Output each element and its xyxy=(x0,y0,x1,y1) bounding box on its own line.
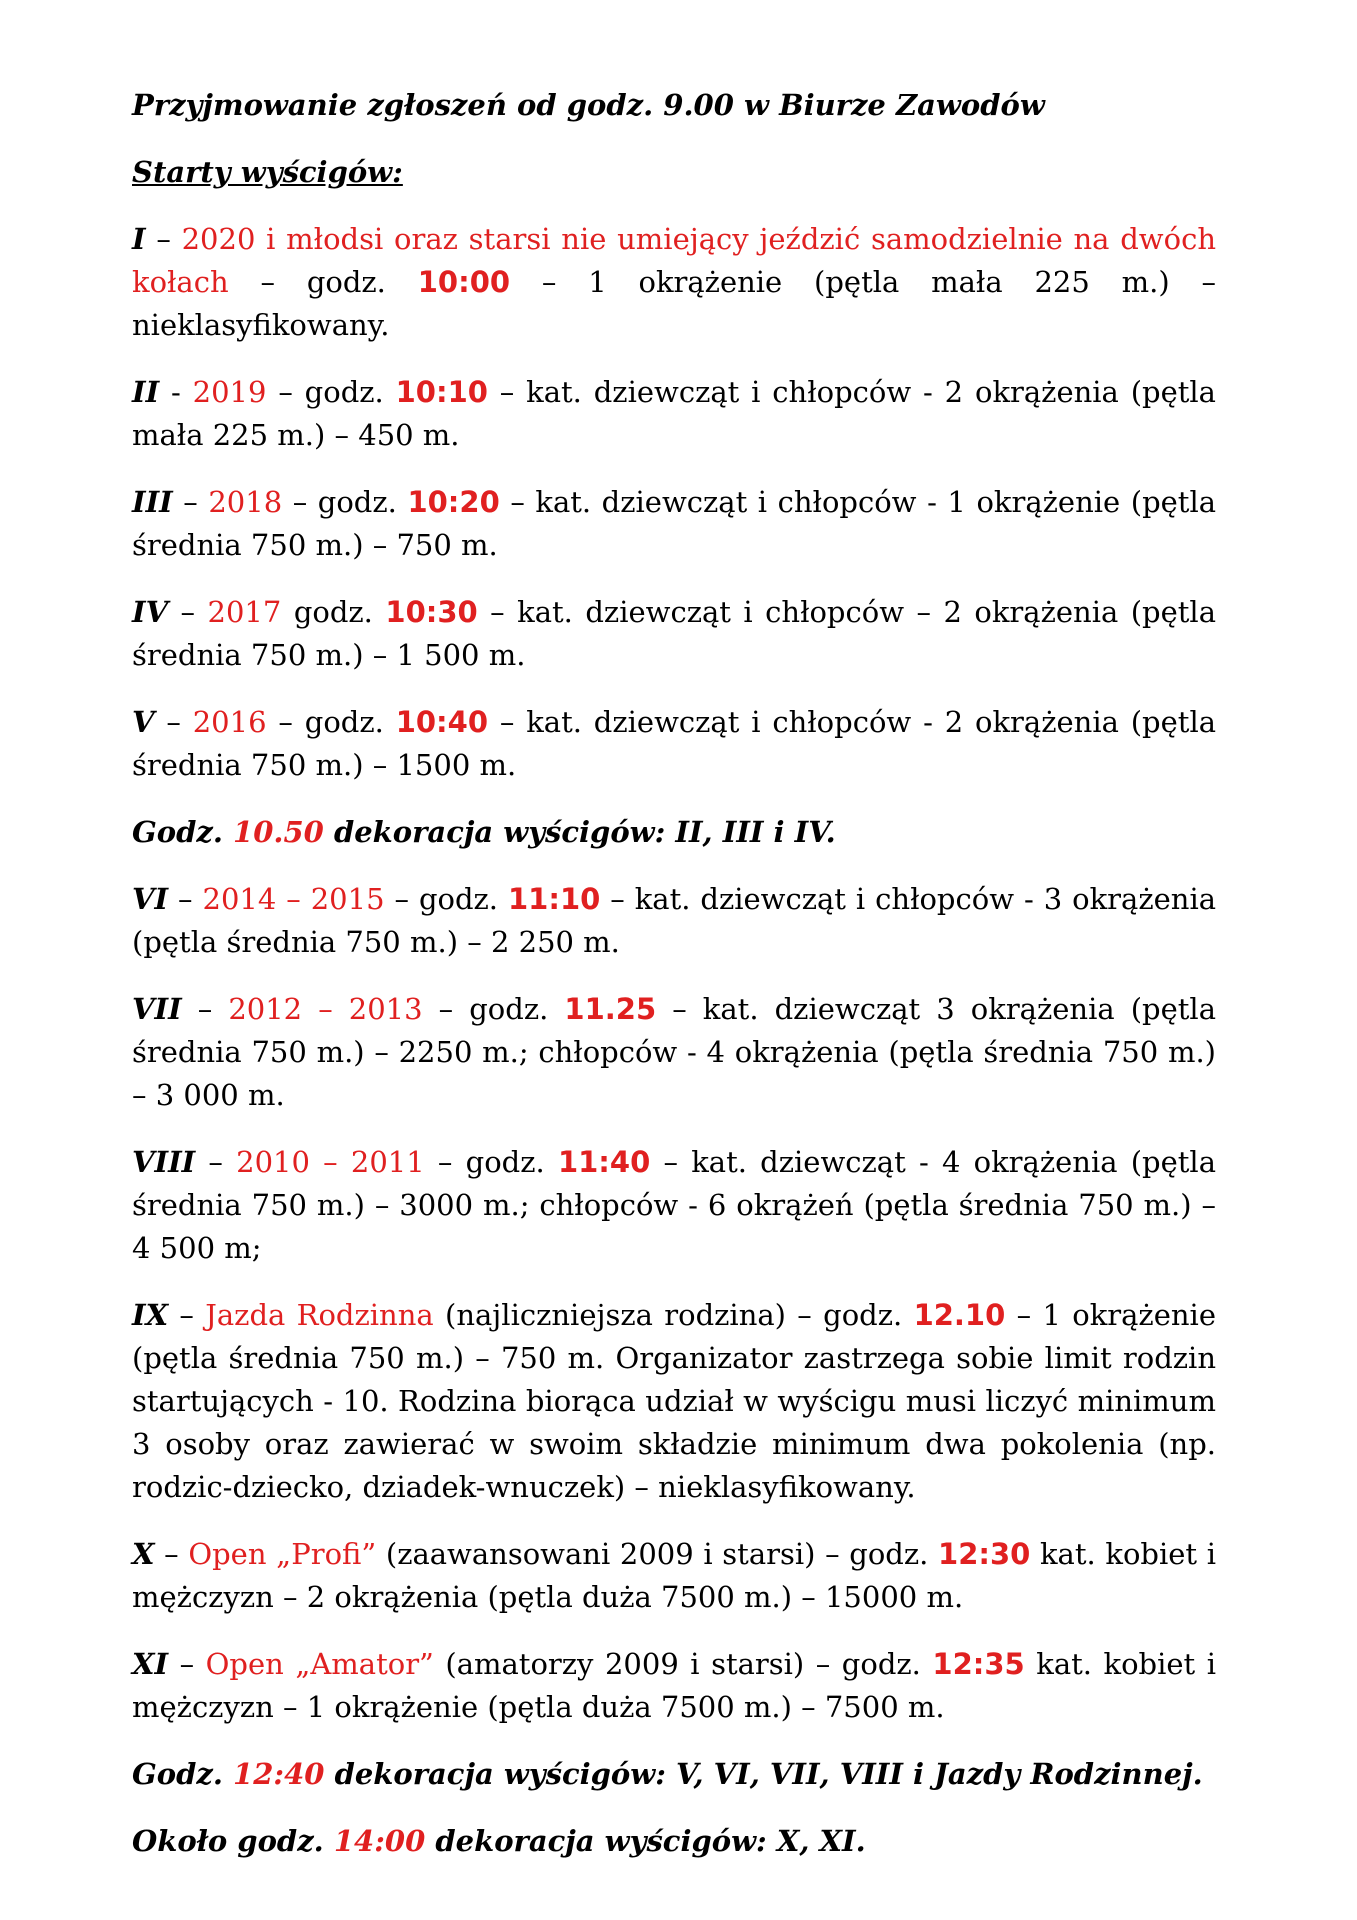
race-time: 11:40 xyxy=(557,1145,651,1179)
race-time: 10:20 xyxy=(407,485,500,519)
race-item xyxy=(132,481,1216,567)
decoration-time: 10.50 xyxy=(233,815,324,849)
race-number: I xyxy=(132,222,146,256)
race-category: 2014 – 2015 xyxy=(202,882,385,916)
race-item xyxy=(132,1294,1216,1509)
decoration-line-2 xyxy=(132,1753,1216,1796)
race-number: VII xyxy=(132,992,182,1026)
race-separator: – xyxy=(145,222,182,256)
race-separator: – xyxy=(168,1298,206,1332)
race-details: – kat. dziewcząt i chłopców - 2 okrążenia (pętla średnia 750 m.) – 1500 m. xyxy=(132,705,1217,782)
race-time-prefix: (amatorzy 2009 i starsi) – godz. xyxy=(433,1647,933,1681)
race-category: 2016 xyxy=(192,705,267,739)
race-time: 12.10 xyxy=(913,1298,1006,1332)
race-separator: – xyxy=(154,1537,189,1571)
race-item xyxy=(132,218,1216,347)
race-number: VIII xyxy=(132,1145,196,1179)
decoration-time: 14:00 xyxy=(333,1824,426,1858)
race-category: 2017 xyxy=(207,595,282,629)
race-separator: – xyxy=(181,992,229,1026)
race-details: – kat. dziewcząt 3 okrążenia (pętla średnia 750 m.) – 2250 m.; chłopców - 4 okrążenia (pętla średnia 750 m.) – 3 000 m. xyxy=(132,992,1216,1112)
race-item xyxy=(132,878,1216,964)
race-time: 12:30 xyxy=(938,1537,1031,1571)
race-category: Open „Profi” xyxy=(188,1537,377,1571)
race-separator: – xyxy=(195,1145,237,1179)
race-list-2 xyxy=(132,878,1216,1729)
race-category: 2019 xyxy=(192,375,267,409)
decoration-text: dekoracja wyścigów: II, III i IV. xyxy=(323,815,836,849)
race-separator: - xyxy=(159,375,193,409)
race-number: IV xyxy=(132,595,169,629)
race-number: X xyxy=(132,1537,155,1571)
decoration-time: 12:40 xyxy=(233,1757,325,1791)
race-time: 10:00 xyxy=(417,265,511,299)
document-page xyxy=(132,84,1216,1887)
race-separator: – xyxy=(168,1647,206,1681)
race-category: Jazda Rodzinna xyxy=(205,1298,434,1332)
race-details: – 1 okrążenie (pętla średnia 750 m.) – 750 m. Organizator zastrzega sobie limit rodzin startujących - 10. Rodzina biorąca udział w wyścigu musi liczyć minimum 3 osoby oraz zawierać w swoim składzie minimum dwa pokolenia (np. rodzic-dziecko, dziadek-wnuczek) – nieklasyfikowany. xyxy=(132,1298,1216,1504)
intro-line: Przyjmowanie zgłoszeń od godz. 9.00 w Biurze Zawodów xyxy=(132,88,1045,122)
race-details: – kat. dziewcząt - 4 okrążenia (pętla średnia 750 m.) – 3000 m.; chłopców - 6 okrążeń (pętla średnia 750 m.) – 4 500 m; xyxy=(132,1145,1216,1265)
race-list-1 xyxy=(132,218,1216,787)
race-category: 2012 – 2013 xyxy=(228,992,423,1026)
race-time-prefix: – godz. xyxy=(422,992,565,1026)
decoration-line-1 xyxy=(132,811,1216,854)
decoration-prefix: Około godz. xyxy=(132,1824,334,1858)
race-time: 10:30 xyxy=(385,595,478,629)
race-time: 11:10 xyxy=(507,882,601,916)
race-time: 11.25 xyxy=(564,992,657,1026)
race-time-prefix: godz. xyxy=(281,595,386,629)
section-heading: Starty wyścigów: xyxy=(132,155,403,189)
decoration-text: dekoracja wyścigów: X, XI. xyxy=(425,1824,866,1858)
race-time: 10:40 xyxy=(395,705,489,739)
race-separator: – xyxy=(168,882,203,916)
race-item xyxy=(132,1533,1216,1619)
race-category: 2018 xyxy=(208,485,283,519)
race-time-prefix: (zaawansowani 2009 i starsi) – godz. xyxy=(376,1537,939,1571)
race-number: VI xyxy=(132,882,169,916)
race-time-prefix: – godz. xyxy=(266,705,396,739)
race-item xyxy=(132,988,1216,1117)
race-number: II xyxy=(132,375,160,409)
decoration-line-3 xyxy=(132,1820,1216,1863)
race-time-prefix: – godz. xyxy=(266,375,396,409)
race-item xyxy=(132,1141,1216,1270)
race-item xyxy=(132,371,1216,457)
race-details: – kat. dziewcząt i chłopców - 2 okrążenia (pętla mała 225 m.) – 450 m. xyxy=(132,375,1216,452)
race-item xyxy=(132,591,1216,677)
race-number: V xyxy=(132,705,155,739)
race-details: – kat. dziewcząt i chłopców – 2 okrążenia (pętla średnia 750 m.) – 1 500 m. xyxy=(132,595,1216,672)
decoration-prefix: Godz. xyxy=(132,1757,234,1791)
race-details: kat. kobiet i mężczyzn – 2 okrążenia (pętla duża 7500 m.) – 15000 m. xyxy=(132,1537,1216,1614)
race-time-prefix: – godz. xyxy=(424,1145,558,1179)
race-category: Open „Amator” xyxy=(205,1647,434,1681)
race-category: 2020 i młodsi oraz starsi nie umiejący jeździć samodzielnie na dwóch kołach xyxy=(132,222,1216,299)
race-category: 2010 – 2011 xyxy=(236,1145,425,1179)
race-time-prefix: – godz. xyxy=(384,882,508,916)
race-number: IX xyxy=(132,1298,169,1332)
race-details: kat. kobiet i mężczyzn – 1 okrążenie (pętla duża 7500 m.) – 7500 m. xyxy=(132,1647,1216,1724)
race-number: XI xyxy=(132,1647,169,1681)
race-details: – kat. dziewcząt i chłopców - 3 okrążenia (pętla średnia 750 m.) – 2 250 m. xyxy=(132,882,1217,959)
race-time: 10:10 xyxy=(395,375,488,409)
race-separator: – xyxy=(172,485,209,519)
race-time-prefix: – godz. xyxy=(282,485,408,519)
decoration-text: dekoracja wyścigów: V, VI, VII, VIII i Jazdy Rodzinnej. xyxy=(324,1757,1203,1791)
race-time-prefix: (najliczniejsza rodzina) – godz. xyxy=(433,1298,914,1332)
race-time: 12:35 xyxy=(932,1647,1025,1681)
race-details: – 1 okrążenie (pętla mała 225 m.) – nieklasyfikowany. xyxy=(132,265,1216,342)
race-time-prefix: – godz. xyxy=(228,265,418,299)
race-details: – kat. dziewcząt i chłopców - 1 okrążenie (pętla średnia 750 m.) – 750 m. xyxy=(132,485,1217,562)
decoration-prefix: Godz. xyxy=(132,815,234,849)
race-number: III xyxy=(132,485,173,519)
race-item xyxy=(132,701,1216,787)
race-separator: – xyxy=(168,595,208,629)
race-separator: – xyxy=(154,705,193,739)
race-item xyxy=(132,1643,1216,1729)
